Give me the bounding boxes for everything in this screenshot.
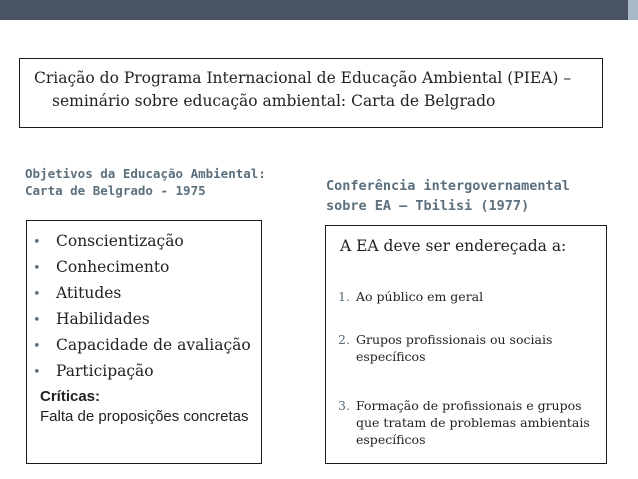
bullet-dot-icon: • bbox=[33, 287, 41, 302]
list-item-label: Participação bbox=[56, 362, 154, 380]
objectives-box bbox=[26, 220, 262, 464]
numbered-item-text: Grupos profissionais ou sociais específicos bbox=[356, 332, 553, 364]
numbered-item-text: Formação de profissionais e grupos que tratam de problemas ambientais específicos bbox=[356, 398, 590, 447]
list-item-label: Atitudes bbox=[56, 284, 122, 302]
numbered-item bbox=[338, 331, 600, 365]
numbered-item-number: 2. bbox=[338, 332, 350, 347]
list-item bbox=[33, 333, 251, 359]
objectives-list bbox=[33, 229, 251, 385]
tbilisi-intro: A EA deve ser endereçada a: bbox=[340, 237, 567, 255]
list-item bbox=[33, 229, 251, 255]
bullet-dot-icon: • bbox=[33, 261, 41, 276]
left-heading-line1: Objetivos da Educação Ambiental: bbox=[25, 166, 266, 181]
list-item bbox=[33, 359, 251, 385]
right-heading-line2: sobre EA – Tbilisi (1977) bbox=[326, 198, 530, 214]
right-heading bbox=[326, 176, 570, 216]
left-heading-line2: Carta de Belgrado - 1975 bbox=[25, 183, 206, 198]
list-item-label: Capacidade de avaliação bbox=[56, 336, 251, 354]
top-bar bbox=[0, 0, 638, 20]
list-item-label: Conscientização bbox=[56, 232, 184, 250]
list-item bbox=[33, 307, 251, 333]
left-heading bbox=[25, 165, 266, 199]
bullet-dot-icon: • bbox=[33, 313, 41, 328]
tbilisi-box bbox=[325, 225, 607, 464]
numbered-item-number: 1. bbox=[338, 289, 350, 304]
numbered-item-text: Ao público em geral bbox=[356, 289, 484, 304]
slide-title: Criação do Programa Internacional de Educação Ambiental (PIEA) – seminário sobre educação ambiental: Carta de Belgrado bbox=[34, 69, 572, 110]
bullet-dot-icon: • bbox=[33, 365, 41, 380]
numbered-item bbox=[338, 397, 600, 448]
criticas-title: Críticas: bbox=[40, 388, 101, 405]
top-bar-accent bbox=[628, 0, 638, 20]
bullet-dot-icon: • bbox=[33, 339, 41, 354]
right-heading-line1: Conferência intergovernamental bbox=[326, 178, 570, 194]
list-item bbox=[33, 255, 251, 281]
list-item-label: Habilidades bbox=[56, 310, 150, 328]
list-item bbox=[33, 281, 251, 307]
bullet-dot-icon: • bbox=[33, 235, 41, 250]
list-item-label: Conhecimento bbox=[56, 258, 170, 276]
criticas-block bbox=[40, 387, 255, 427]
title-box bbox=[19, 58, 603, 128]
criticas-text: Falta de proposições concretas bbox=[40, 408, 249, 425]
numbered-item-number: 3. bbox=[338, 398, 350, 413]
numbered-item bbox=[338, 288, 600, 305]
